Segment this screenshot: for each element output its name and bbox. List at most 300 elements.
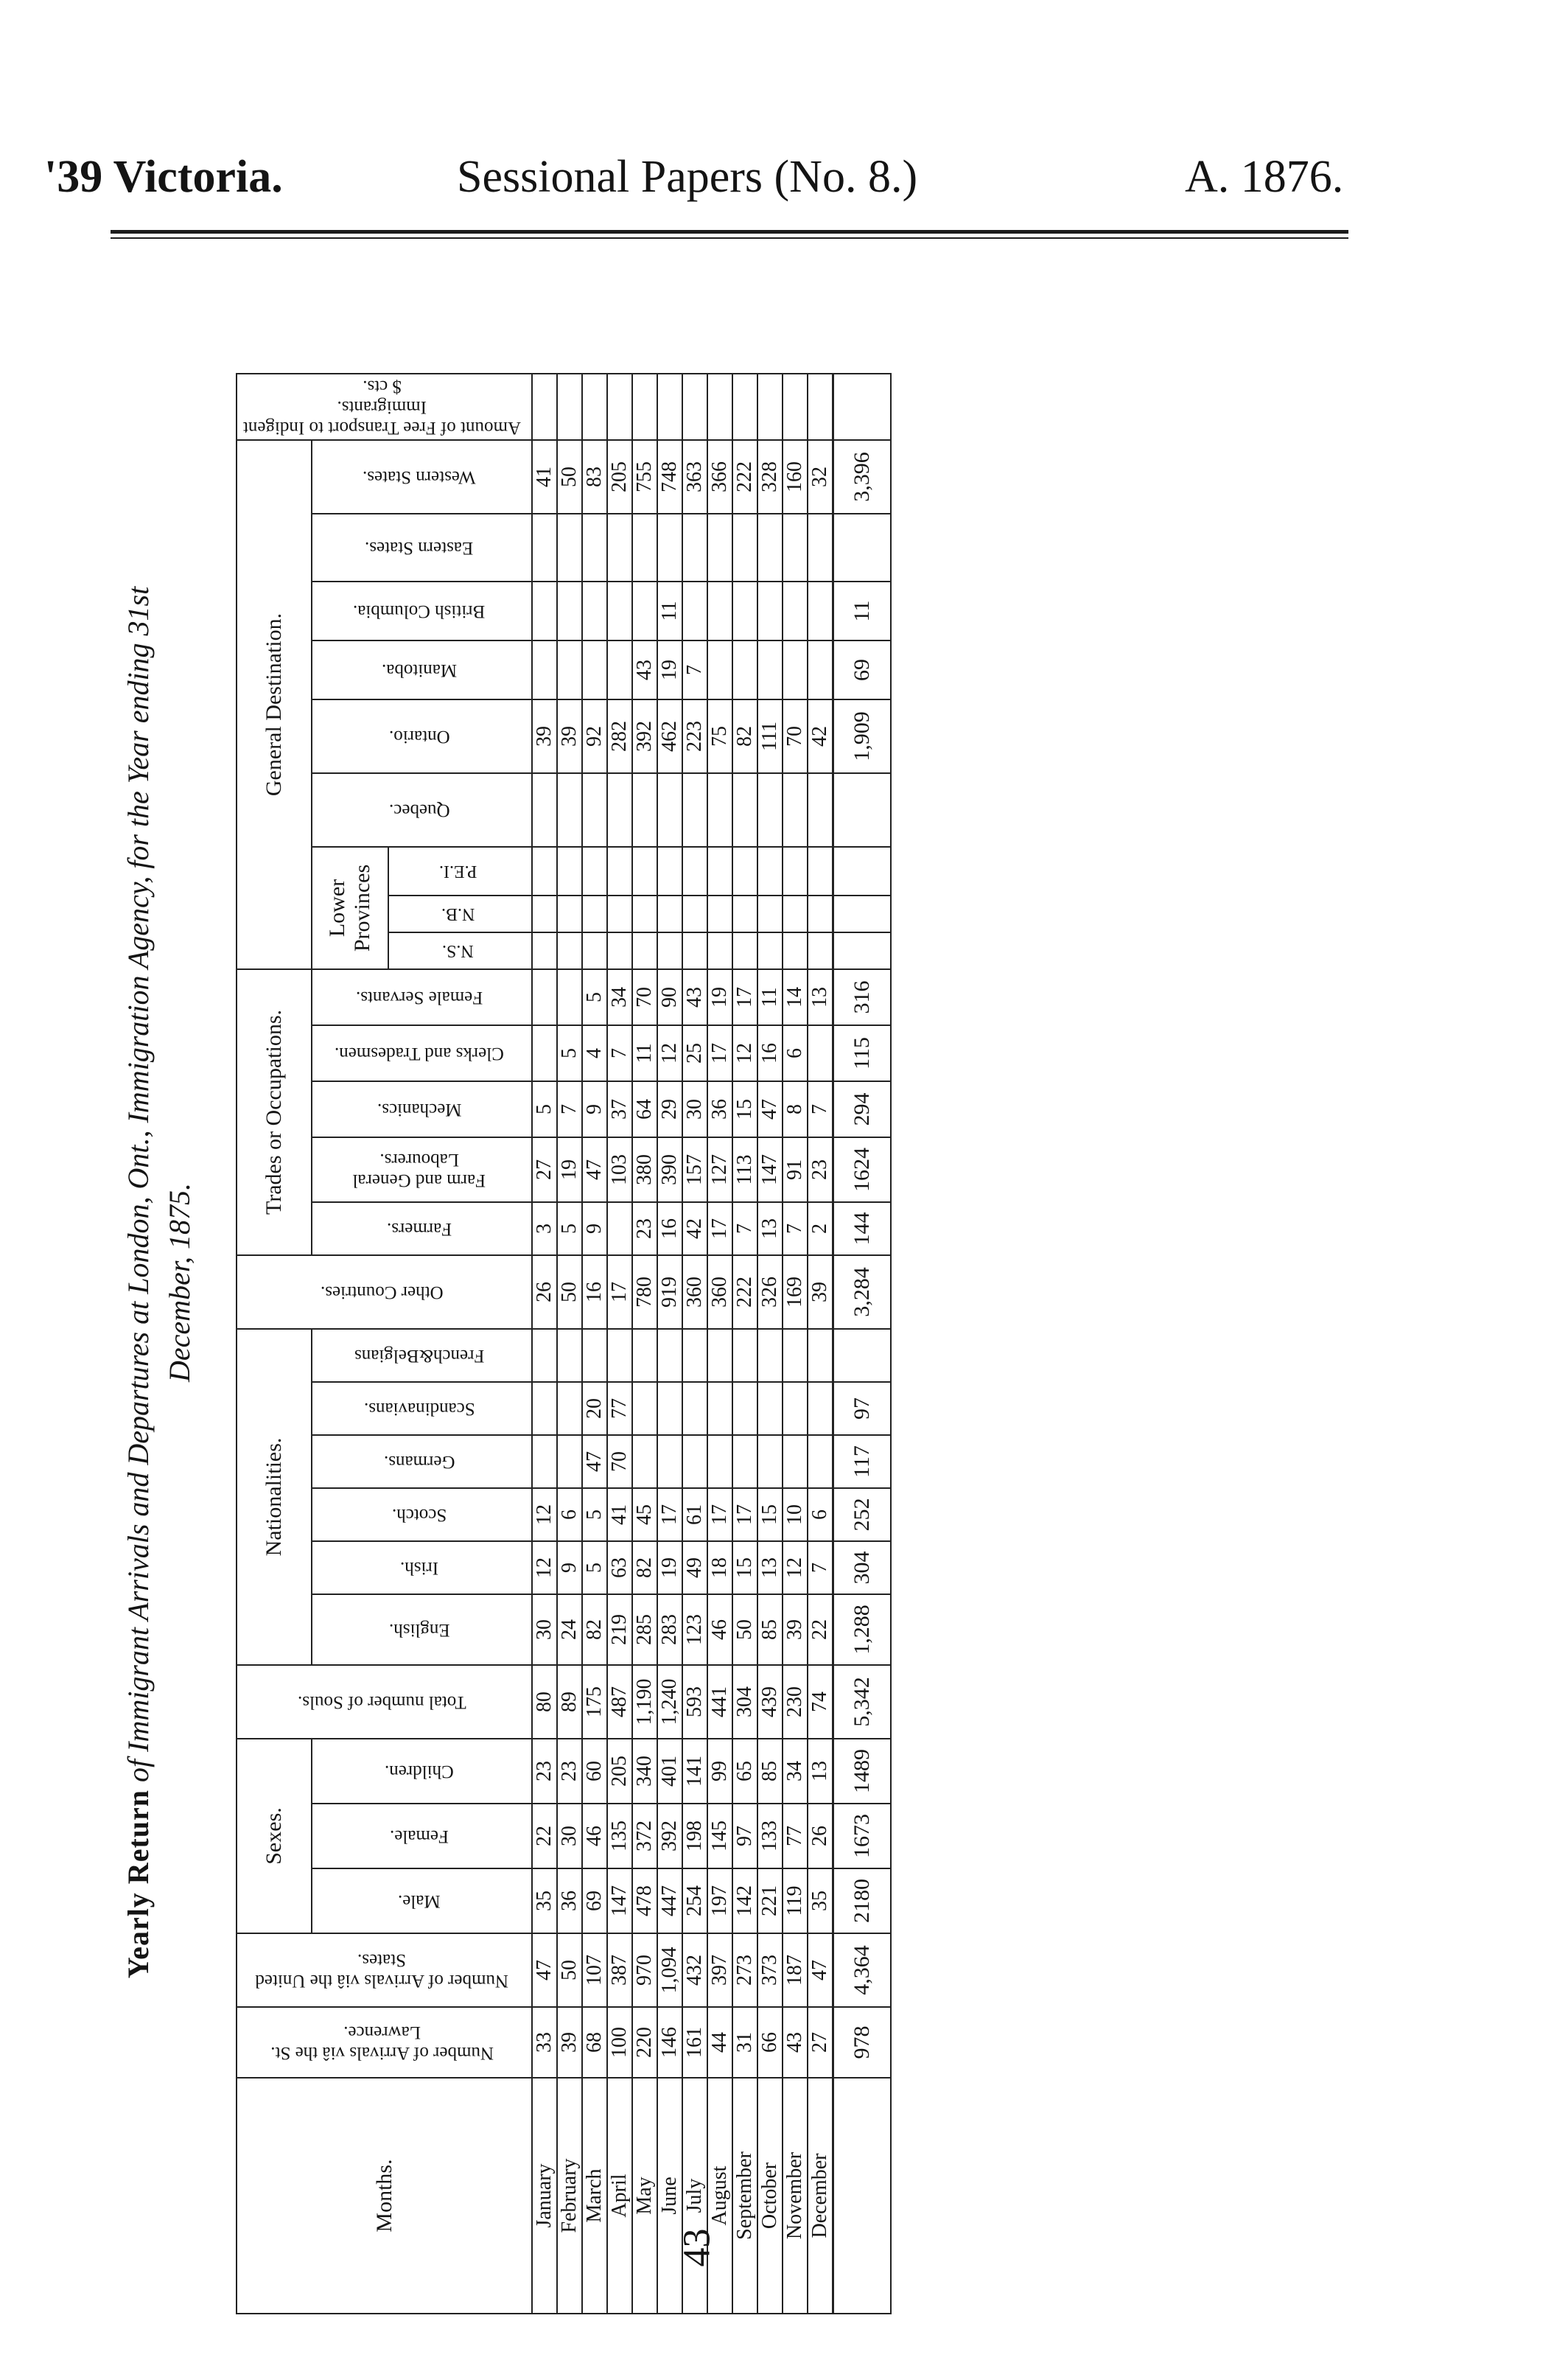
germans-cell (532, 1435, 557, 1488)
farmers-cell: 7 (732, 1202, 757, 1255)
other-cell: 780 (632, 1255, 657, 1329)
eastern-cell (732, 514, 757, 582)
other-cell: 169 (783, 1255, 808, 1329)
month-cell: December (808, 2078, 833, 2314)
male-cell: 197 (707, 1868, 732, 1933)
nb-cell (557, 896, 582, 932)
total-cell: 89 (557, 1665, 582, 1739)
table-row (682, 374, 707, 2314)
male-cell: 221 (757, 1868, 783, 1933)
clerks-cell (808, 1025, 833, 1081)
free-transport-header: Amount of Free Transport to Indigent Immigrants. $ cts. (237, 374, 532, 440)
month-cell: February (557, 2078, 582, 2314)
sexes-group-header: Sexes. (237, 1739, 312, 1933)
manitoba-cell (532, 641, 557, 699)
farmers-cell: 13 (757, 1202, 783, 1255)
farmers-cell: 5 (557, 1202, 582, 1255)
germans-cell (557, 1435, 582, 1488)
ns-cell (582, 932, 607, 969)
farmers-cell: 7 (783, 1202, 808, 1255)
quebec-cell (607, 773, 632, 847)
germans-cell (757, 1435, 783, 1488)
total-ontario-cell: 1,909 (833, 699, 892, 773)
ontario-cell: 282 (607, 699, 632, 773)
total-english-cell: 1,288 (833, 1594, 892, 1665)
total-st-lawrence-cell: 978 (833, 2007, 892, 2078)
western-cell: 328 (757, 440, 783, 514)
nb-cell (607, 896, 632, 932)
total-cell: 74 (808, 1665, 833, 1739)
sessional-papers-label: Sessional Papers (No. 8.) (457, 152, 918, 202)
manitoba-cell (557, 641, 582, 699)
table-row (657, 374, 682, 2314)
scandinavians-cell (682, 1382, 707, 1435)
ontario-cell: 392 (632, 699, 657, 773)
other-cell: 360 (682, 1255, 707, 1329)
totals-row (833, 374, 892, 2314)
united-states-cell: 50 (557, 1933, 582, 2007)
quebec-cell (582, 773, 607, 847)
female-servants-header: Female Servants. (312, 969, 532, 1025)
farm-labourers-cell: 103 (607, 1137, 632, 1202)
ontario-cell: 223 (682, 699, 707, 773)
mechanics-cell: 47 (757, 1081, 783, 1137)
irish-cell: 13 (757, 1541, 783, 1594)
total-cell: 593 (682, 1665, 707, 1739)
farm-labourers-cell: 380 (632, 1137, 657, 1202)
children-cell: 23 (532, 1739, 557, 1804)
st-lawrence-cell: 43 (783, 2007, 808, 2078)
st-lawrence-cell: 66 (757, 2007, 783, 2078)
united-states-cell: 47 (532, 1933, 557, 2007)
clerks-cell: 6 (783, 1025, 808, 1081)
transport-cell (808, 374, 833, 440)
scotch-cell: 17 (657, 1488, 682, 1541)
eastern-cell (808, 514, 833, 582)
st-lawrence-cell: 161 (682, 2007, 707, 2078)
germans-cell: 47 (582, 1435, 607, 1488)
female-servants-cell: 90 (657, 969, 682, 1025)
mechanics-cell: 7 (808, 1081, 833, 1137)
table-title (118, 251, 221, 2314)
manitoba-cell: 43 (632, 641, 657, 699)
page-number: 43 (676, 2228, 718, 2267)
british-columbia-cell (732, 582, 757, 641)
french-belgians-cell (783, 1329, 808, 1382)
scotch-cell: 17 (732, 1488, 757, 1541)
male-cell: 35 (808, 1868, 833, 1933)
ns-header: N.S. (388, 932, 532, 969)
french-belgians-cell (808, 1329, 833, 1382)
pei-cell (632, 847, 657, 896)
farm-labourers-cell: 127 (707, 1137, 732, 1202)
st-lawrence-cell: 100 (607, 2007, 632, 2078)
scandinavians-cell (657, 1382, 682, 1435)
total-eastern-cell (833, 514, 892, 582)
manitoba-cell (607, 641, 632, 699)
transport-cell (682, 374, 707, 440)
ontario-cell: 39 (532, 699, 557, 773)
female-servants-cell: 17 (732, 969, 757, 1025)
scotch-cell: 5 (582, 1488, 607, 1541)
western-cell: 50 (557, 440, 582, 514)
ontario-cell: 111 (757, 699, 783, 773)
children-cell: 99 (707, 1739, 732, 1804)
pei-cell (757, 847, 783, 896)
eastern-cell (757, 514, 783, 582)
children-cell: 340 (632, 1739, 657, 1804)
female-servants-cell: 5 (582, 969, 607, 1025)
st-lawrence-cell: 33 (532, 2007, 557, 2078)
transport-cell (657, 374, 682, 440)
scandinavians-cell (757, 1382, 783, 1435)
table-row (808, 374, 833, 2314)
farm-labourers-header: Farm and General Labourers. (312, 1137, 532, 1202)
mechanics-cell: 9 (582, 1081, 607, 1137)
total-cell: 80 (532, 1665, 557, 1739)
irish-cell: 19 (657, 1541, 682, 1594)
female-servants-cell: 19 (707, 969, 732, 1025)
total-clerks-cell: 115 (833, 1025, 892, 1081)
irish-cell: 9 (557, 1541, 582, 1594)
germans-cell: 70 (607, 1435, 632, 1488)
germans-cell (783, 1435, 808, 1488)
children-cell: 60 (582, 1739, 607, 1804)
scotch-cell: 45 (632, 1488, 657, 1541)
nb-cell (682, 896, 707, 932)
ns-cell (707, 932, 732, 969)
english-cell: 46 (707, 1594, 732, 1665)
month-cell: July (682, 2078, 707, 2314)
french-belgians-cell (757, 1329, 783, 1382)
nb-cell (783, 896, 808, 932)
female-servants-cell: 11 (757, 969, 783, 1025)
british-columbia-cell (682, 582, 707, 641)
manitoba-cell: 7 (682, 641, 707, 699)
female-cell: 133 (757, 1804, 783, 1868)
mechanics-cell: 36 (707, 1081, 732, 1137)
totals-label-cell (833, 2078, 892, 2314)
nb-cell (707, 896, 732, 932)
mechanics-cell: 15 (732, 1081, 757, 1137)
germans-cell (632, 1435, 657, 1488)
irish-cell: 15 (732, 1541, 757, 1594)
ns-cell (808, 932, 833, 969)
quebec-cell (783, 773, 808, 847)
pei-header: P.E.I. (388, 847, 532, 896)
germans-cell (808, 1435, 833, 1488)
month-cell: May (632, 2078, 657, 2314)
irish-cell: 18 (707, 1541, 732, 1594)
mechanics-cell: 64 (632, 1081, 657, 1137)
pei-cell (582, 847, 607, 896)
other-cell: 360 (707, 1255, 732, 1329)
female-cell: 135 (607, 1804, 632, 1868)
total-french-belgians-cell (833, 1329, 892, 1382)
month-cell: March (582, 2078, 607, 2314)
transport-cell (707, 374, 732, 440)
irish-cell: 63 (607, 1541, 632, 1594)
scandinavians-cell (707, 1382, 732, 1435)
western-states-header: Western States. (312, 440, 532, 514)
farm-labourers-cell: 23 (808, 1137, 833, 1202)
total-female-servants-cell: 316 (833, 969, 892, 1025)
table-row (582, 374, 607, 2314)
clerks-cell: 7 (607, 1025, 632, 1081)
table-row (707, 374, 732, 2314)
pei-cell (707, 847, 732, 896)
transport-cell (582, 374, 607, 440)
scotch-cell: 12 (532, 1488, 557, 1541)
western-cell: 32 (808, 440, 833, 514)
nb-cell (732, 896, 757, 932)
header-rule-thick (111, 230, 1348, 234)
british-columbia-cell (783, 582, 808, 641)
total-farm-labourers-cell: 1624 (833, 1137, 892, 1202)
united-states-cell: 432 (682, 1933, 707, 2007)
total-western-cell: 3,396 (833, 440, 892, 514)
clerks-cell: 12 (657, 1025, 682, 1081)
quebec-header: Quebec. (312, 773, 532, 847)
ns-cell (607, 932, 632, 969)
ns-cell (732, 932, 757, 969)
rotated-return-table-block (118, 251, 928, 2314)
scotch-cell: 10 (783, 1488, 808, 1541)
clerks-cell: 5 (557, 1025, 582, 1081)
scandinavians-cell (732, 1382, 757, 1435)
ontario-cell: 39 (557, 699, 582, 773)
title-line-1 (118, 251, 159, 2314)
other-cell: 326 (757, 1255, 783, 1329)
other-cell: 222 (732, 1255, 757, 1329)
united-states-cell: 47 (808, 1933, 833, 2007)
male-cell: 142 (732, 1868, 757, 1933)
total-cell: 230 (783, 1665, 808, 1739)
children-cell: 401 (657, 1739, 682, 1804)
male-cell: 36 (557, 1868, 582, 1933)
united-states-cell: 107 (582, 1933, 607, 2007)
total-cell: 175 (582, 1665, 607, 1739)
total-farmers-cell: 144 (833, 1202, 892, 1255)
year-label: A. 1876. (1185, 152, 1344, 202)
manitoba-cell (783, 641, 808, 699)
month-cell: August (707, 2078, 732, 2314)
mechanics-cell: 37 (607, 1081, 632, 1137)
title-rest: of Immigrant Arrivals and Departures at London, Ont., Immigration Agency, for the Year ending 31st (122, 586, 155, 1782)
volume-label: '39 Victoria. (44, 152, 283, 202)
pei-cell (607, 847, 632, 896)
other-cell: 919 (657, 1255, 682, 1329)
western-cell: 83 (582, 440, 607, 514)
total-male-cell: 2180 (833, 1868, 892, 1933)
ontario-cell: 75 (707, 699, 732, 773)
table-row (783, 374, 808, 2314)
female-cell: 22 (532, 1804, 557, 1868)
total-cell: 487 (607, 1665, 632, 1739)
clerks-cell: 16 (757, 1025, 783, 1081)
total-children-cell: 1489 (833, 1739, 892, 1804)
st-lawrence-header: Number of Arrivals viâ the St. Lawrence. (237, 2007, 532, 2078)
pei-cell (682, 847, 707, 896)
total-female-cell: 1673 (833, 1804, 892, 1868)
total-souls-header: Total number of Souls. (237, 1665, 532, 1739)
irish-cell: 82 (632, 1541, 657, 1594)
nb-cell (632, 896, 657, 932)
eastern-cell (632, 514, 657, 582)
ns-cell (557, 932, 582, 969)
scandinavians-cell (808, 1382, 833, 1435)
english-cell: 50 (732, 1594, 757, 1665)
ns-cell (532, 932, 557, 969)
female-servants-cell: 70 (632, 969, 657, 1025)
quebec-cell (657, 773, 682, 847)
farmers-cell: 16 (657, 1202, 682, 1255)
total-quebec-cell (833, 773, 892, 847)
female-cell: 198 (682, 1804, 707, 1868)
english-cell: 285 (632, 1594, 657, 1665)
british-columbia-cell (582, 582, 607, 641)
nb-cell (657, 896, 682, 932)
st-lawrence-cell: 68 (582, 2007, 607, 2078)
scandinavians-header: Scandinavians. (312, 1382, 532, 1435)
ns-cell (657, 932, 682, 969)
farm-labourers-cell: 157 (682, 1137, 707, 1202)
eastern-cell (557, 514, 582, 582)
western-cell: 41 (532, 440, 557, 514)
english-header: English. (312, 1594, 532, 1665)
quebec-cell (557, 773, 582, 847)
united-states-cell: 397 (707, 1933, 732, 2007)
germans-cell (657, 1435, 682, 1488)
farmers-cell: 17 (707, 1202, 732, 1255)
ontario-header: Ontario. (312, 699, 532, 773)
irish-cell: 49 (682, 1541, 707, 1594)
manitoba-cell: 19 (657, 641, 682, 699)
mechanics-cell: 7 (557, 1081, 582, 1137)
scotch-cell: 15 (757, 1488, 783, 1541)
western-cell: 363 (682, 440, 707, 514)
male-cell: 447 (657, 1868, 682, 1933)
united-states-cell: 970 (632, 1933, 657, 2007)
children-cell: 34 (783, 1739, 808, 1804)
british-columbia-header: British Columbia. (312, 582, 532, 641)
other-cell: 16 (582, 1255, 607, 1329)
scotch-cell: 41 (607, 1488, 632, 1541)
french-belgians-cell (582, 1329, 607, 1382)
western-cell: 205 (607, 440, 632, 514)
british-columbia-cell (607, 582, 632, 641)
transport-cell (732, 374, 757, 440)
female-servants-cell (557, 969, 582, 1025)
other-countries-header: Other Countries. (237, 1255, 532, 1329)
pei-cell (557, 847, 582, 896)
female-cell: 372 (632, 1804, 657, 1868)
total-manitoba-cell: 69 (833, 641, 892, 699)
clerks-cell: 11 (632, 1025, 657, 1081)
table-row (632, 374, 657, 2314)
female-cell: 392 (657, 1804, 682, 1868)
trades-group-header: Trades or Occupations. (237, 969, 312, 1255)
ns-cell (682, 932, 707, 969)
female-servants-cell: 43 (682, 969, 707, 1025)
united-states-cell: 373 (757, 1933, 783, 2007)
british-columbia-cell (707, 582, 732, 641)
irish-cell: 12 (532, 1541, 557, 1594)
germans-cell (732, 1435, 757, 1488)
scotch-cell: 6 (557, 1488, 582, 1541)
children-cell: 85 (757, 1739, 783, 1804)
pei-cell (783, 847, 808, 896)
total-scandinavians-cell: 97 (833, 1382, 892, 1435)
total-mechanics-cell: 294 (833, 1081, 892, 1137)
pei-cell (532, 847, 557, 896)
manitoba-header: Manitoba. (312, 641, 532, 699)
male-header: Male. (312, 1868, 532, 1933)
french-belgians-cell (657, 1329, 682, 1382)
manitoba-cell (757, 641, 783, 699)
transport-cell (632, 374, 657, 440)
transport-cell (557, 374, 582, 440)
months-header: Months. (237, 2078, 532, 2314)
total-cell: 304 (732, 1665, 757, 1739)
eastern-cell (582, 514, 607, 582)
total-germans-cell: 117 (833, 1435, 892, 1488)
children-cell: 141 (682, 1739, 707, 1804)
total-total-cell: 5,342 (833, 1665, 892, 1739)
mechanics-cell: 5 (532, 1081, 557, 1137)
united-states-cell: 273 (732, 1933, 757, 2007)
western-cell: 366 (707, 440, 732, 514)
farmers-header: Farmers. (312, 1202, 532, 1255)
transport-cell (783, 374, 808, 440)
total-irish-cell: 304 (833, 1541, 892, 1594)
clerks-cell: 12 (732, 1025, 757, 1081)
ns-cell (632, 932, 657, 969)
english-cell: 283 (657, 1594, 682, 1665)
male-cell: 35 (532, 1868, 557, 1933)
farm-labourers-cell: 113 (732, 1137, 757, 1202)
eastern-cell (707, 514, 732, 582)
scotch-cell: 61 (682, 1488, 707, 1541)
mechanics-cell: 29 (657, 1081, 682, 1137)
male-cell: 119 (783, 1868, 808, 1933)
other-cell: 17 (607, 1255, 632, 1329)
female-cell: 97 (732, 1804, 757, 1868)
quebec-cell (707, 773, 732, 847)
table-row (532, 374, 557, 2314)
farmers-cell (607, 1202, 632, 1255)
female-servants-cell: 14 (783, 969, 808, 1025)
running-head (0, 151, 1568, 217)
total-other-cell: 3,284 (833, 1255, 892, 1329)
farm-labourers-cell: 47 (582, 1137, 607, 1202)
other-cell: 26 (532, 1255, 557, 1329)
english-cell: 39 (783, 1594, 808, 1665)
title-smallcaps: Yearly Return (122, 1789, 155, 1979)
total-ns-cell (833, 932, 892, 969)
clerks-tradesmen-header: Clerks and Tradesmen. (312, 1025, 532, 1081)
st-lawrence-cell: 44 (707, 2007, 732, 2078)
western-cell: 222 (732, 440, 757, 514)
children-cell: 13 (808, 1739, 833, 1804)
british-columbia-cell (532, 582, 557, 641)
english-cell: 24 (557, 1594, 582, 1665)
eastern-cell (532, 514, 557, 582)
irish-cell: 5 (582, 1541, 607, 1594)
month-cell: September (732, 2078, 757, 2314)
female-servants-cell: 34 (607, 969, 632, 1025)
farmers-cell: 9 (582, 1202, 607, 1255)
